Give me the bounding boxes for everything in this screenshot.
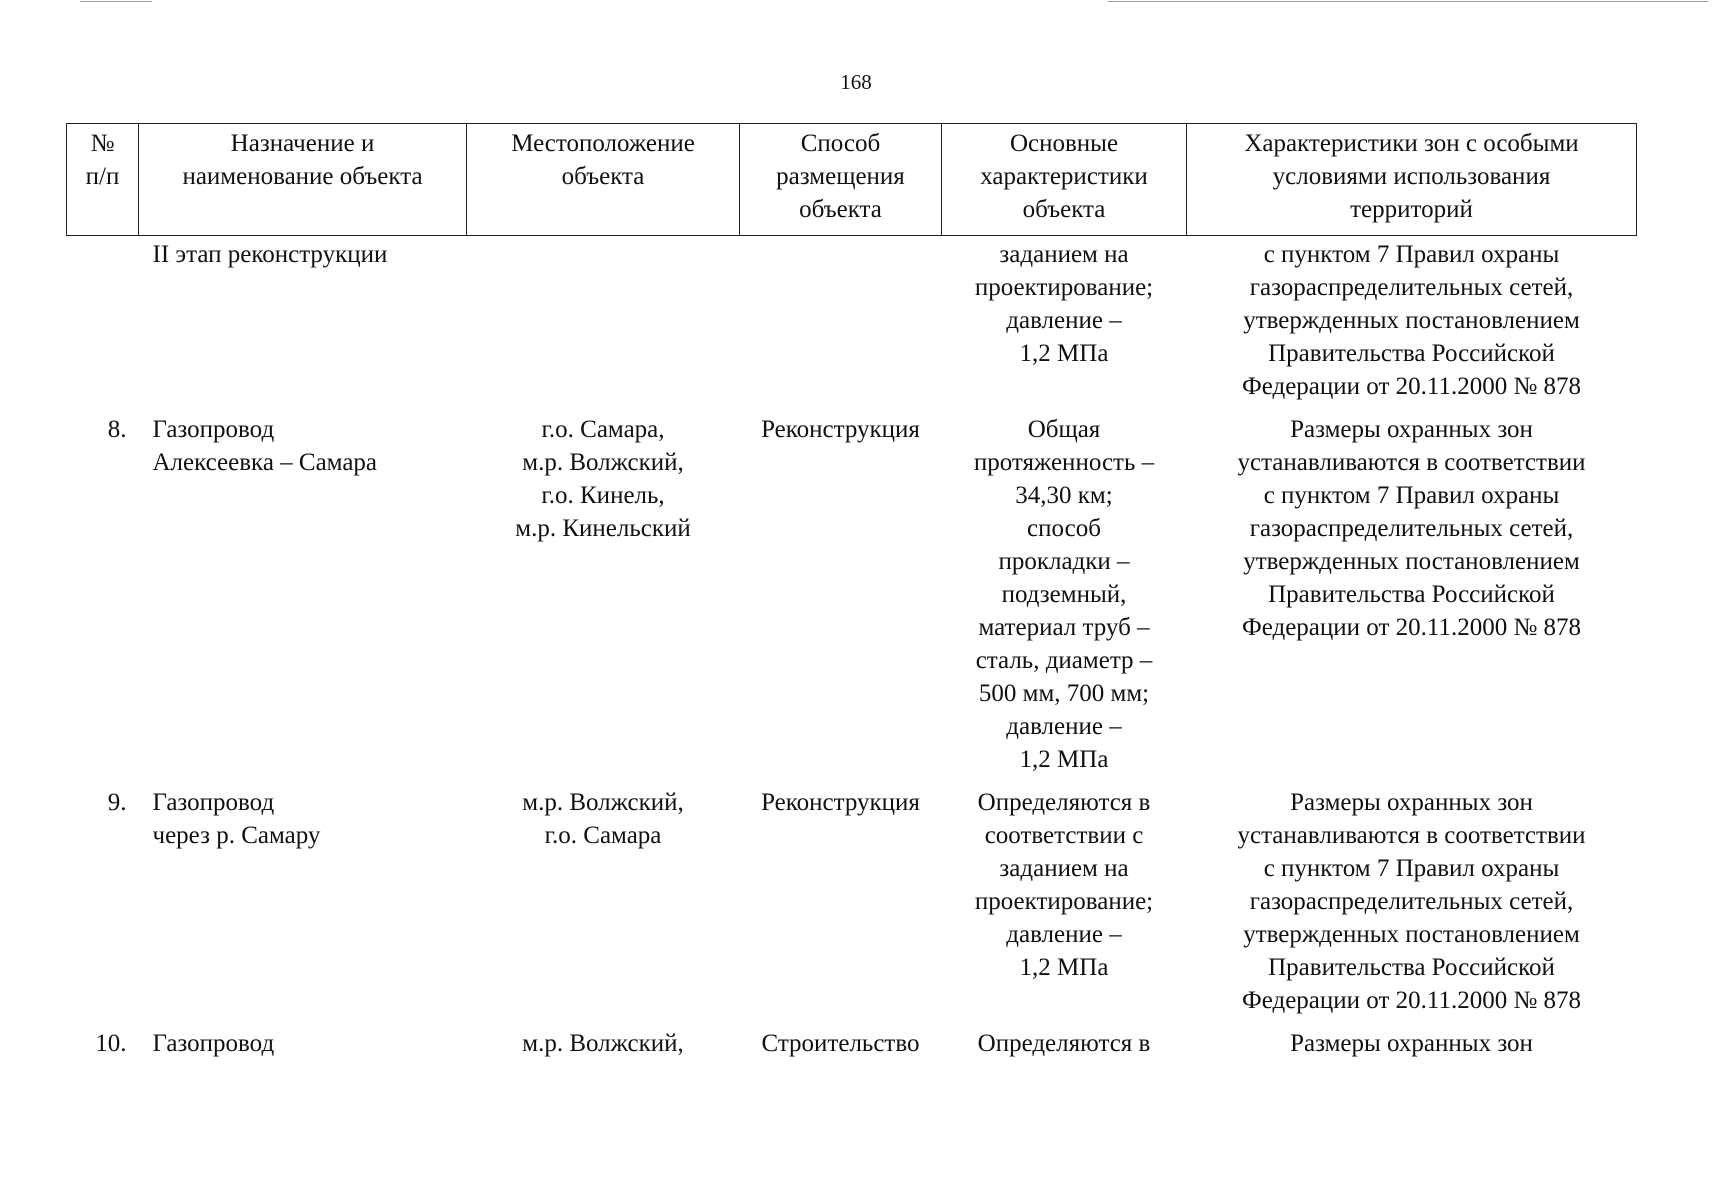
cell-method: Строительство [761,1030,920,1057]
cell-characteristics: Определяются в [977,1030,1151,1057]
cell-zones: Размеры охранных зон устанавливаются в соответствии с пунктом 7 Правил охраны газораспределительных сетей, утвержденных постановлением Правительства Российской Федерации от 20.11.2000 № 878 [1237,789,1586,1014]
cell-location: г.о. Самара, м.р. Волжский, г.о. Кинель, м.р. Кинельский [515,416,691,542]
header-location: Местоположение объекта [467,124,740,236]
cell-number: 10. [95,1030,127,1057]
cell-location: м.р. Волжский, [522,1030,684,1057]
table-row [67,776,1637,1017]
cell-location: м.р. Волжский, г.о. Самара [522,789,684,849]
table-row [67,1017,1637,1060]
cell-number [67,236,139,404]
scan-edge-line-right [1108,1,1708,2]
cell-number: 9. [107,789,127,816]
cell-location [467,236,740,404]
header-method: Способ размещения объекта [740,124,942,236]
table-header-row [67,124,1637,236]
cell-name: Газопровод [152,1030,275,1057]
header-zones: Характеристики зон с особыми условиями использования территорий [1187,124,1637,236]
objects-table [66,123,1637,1060]
cell-method: Реконструкция [761,789,920,816]
cell-name: II этап реконструкции [152,241,388,268]
cell-characteristics: Определяются в соответствии с заданием на проектирование; давление – 1,2 МПа [974,789,1154,981]
cell-name: Газопровод через р. Самару [152,789,321,849]
table-row [67,236,1637,404]
table-row [67,403,1637,776]
cell-method [740,236,942,404]
cell-name: Газопровод Алексеевка – Самара [152,416,378,476]
header-characteristics: Основные характеристики объекта [942,124,1187,236]
cell-zones: Размеры охранных зон устанавливаются в соответствии с пунктом 7 Правил охраны газораспределительных сетей, утвержденных постановлением Правительства Российской Федерации от 20.11.2000 № 878 [1237,416,1586,641]
cell-characteristics: Общая протяженность – 34,30 км; способ прокладки – подземный, материал труб – сталь, диаметр – 500 мм, 700 мм; давление – 1,2 МПа [973,416,1155,773]
cell-characteristics: заданием на проектирование; давление – 1,2 МПа [974,241,1154,367]
cell-zones: с пунктом 7 Правил охраны газораспределительных сетей, утвержденных постановлением Правительства Российской Федерации от 20.11.2000 № 878 [1241,241,1582,400]
cell-method: Реконструкция [761,416,920,443]
cell-zones: Размеры охранных зон [1290,1030,1533,1057]
cell-number: 8. [107,416,127,443]
page-number: 168 [840,70,872,94]
scan-edge-line-left [80,1,152,2]
header-name: Назначение и наименование объекта [139,124,467,236]
header-number: № п/п [67,124,139,236]
